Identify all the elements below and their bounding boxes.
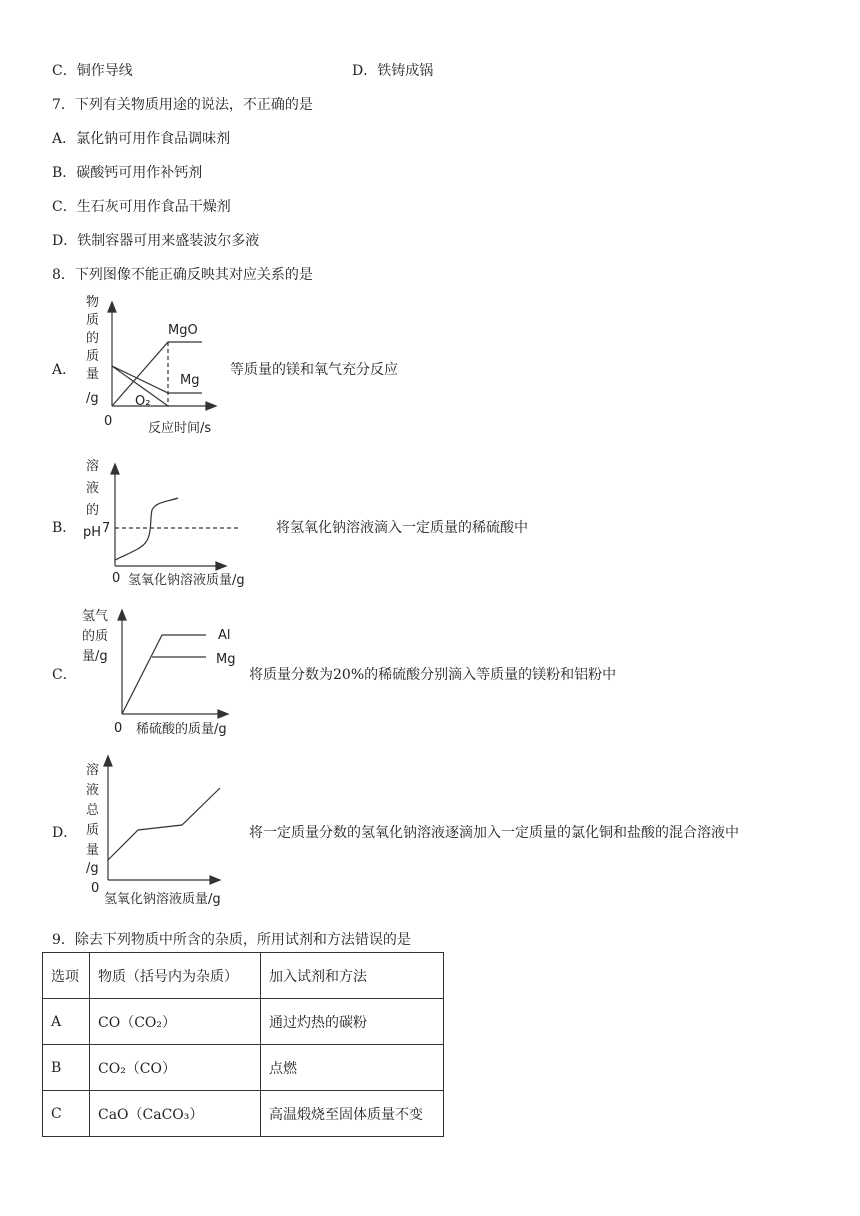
svg-text:pH: pH [83, 525, 102, 540]
graph-b-y-arrow [111, 464, 119, 474]
table-cell-method: 高温煅烧至固体质量不变 [261, 1091, 444, 1137]
svg-text:物: 物 [86, 295, 100, 310]
svg-text:质: 质 [86, 313, 100, 328]
svg-text:的质: 的质 [82, 629, 109, 644]
q6-option-c: C．铜作导线 [52, 63, 133, 79]
q7-option-c: C．生石灰可用作食品干燥剂 [52, 199, 231, 215]
svg-text:量: 量 [86, 367, 100, 382]
q8-option-d-desc: 将一定质量分数的氢氧化钠溶液逐滴加入一定质量的氯化铜和盐酸的混合溶液中 [249, 825, 739, 841]
graph-b-origin: 0 [112, 571, 121, 586]
graph-c-al-line [122, 635, 206, 714]
graph-a-o2-label: O₂ [135, 394, 151, 409]
graph-a-mg-label: Mg [180, 373, 200, 388]
table-header-cell: 物质（括号内为杂质） [90, 953, 261, 999]
q8-option-a-desc: 等质量的镁和氧气充分反应 [230, 362, 398, 378]
table-cell-method: 点燃 [261, 1045, 444, 1091]
svg-text:质: 质 [86, 349, 100, 364]
table-row [43, 1091, 444, 1137]
svg-text:的: 的 [86, 331, 100, 346]
table-cell-substance: CaO（CaCO₃） [90, 1091, 261, 1137]
svg-text:质: 质 [86, 823, 100, 838]
q8-option-a-letter: A． [52, 362, 77, 378]
svg-text:液: 液 [86, 783, 100, 798]
graph-d-origin: 0 [91, 881, 100, 896]
svg-text:量/g: 量/g [82, 649, 108, 664]
q7-stem: 7．下列有关物质用途的说法，不正确的是 [52, 97, 313, 113]
graph-b-ylabel [83, 458, 101, 540]
table-cell-method: 通过灼热的碳粉 [261, 999, 444, 1045]
table-row [43, 1045, 444, 1091]
table-cell-option: B [43, 1045, 90, 1091]
q8-option-c-desc: 将质量分数为20%的稀硫酸分别滴入等质量的镁粉和铝粉中 [249, 667, 617, 683]
q7-option-b: B．碳酸钙可用作补钙剂 [52, 165, 203, 181]
graph-a-mgo-label: MgO [168, 323, 198, 338]
table-cell-substance: CO（CO₂） [90, 999, 261, 1045]
table-cell-substance: CO₂（CO） [90, 1045, 261, 1091]
svg-text:的: 的 [86, 503, 100, 518]
svg-text:氢气: 氢气 [82, 609, 109, 624]
q8-stem: 8．下列图像不能正确反映其对应关系的是 [52, 267, 313, 283]
graph-c-y-arrow [118, 610, 126, 620]
graph-b-ph-curve [115, 498, 178, 560]
q7-option-a: A．氯化钠可用作食品调味剂 [52, 131, 231, 147]
table-header-cell: 选项 [43, 953, 90, 999]
svg-text:/g: /g [86, 391, 99, 406]
graph-c-origin: 0 [114, 721, 123, 736]
q7-option-d: D．铁制容器可用来盛装波尔多液 [52, 233, 260, 249]
q8-graph-d [80, 752, 260, 912]
graph-d-ylabel [86, 762, 100, 876]
svg-text:溶: 溶 [86, 459, 100, 474]
q8-option-c-letter: C． [52, 667, 77, 683]
graph-c-al-label: Al [218, 628, 231, 643]
table-header-row [43, 953, 444, 999]
q8-option-b-desc: 将氢氧化钠溶液滴入一定质量的稀硫酸中 [276, 520, 528, 536]
graph-d-x-arrow [210, 876, 220, 884]
q8-graph-a [80, 292, 230, 440]
graph-a-origin: 0 [104, 414, 113, 429]
graph-c-x-arrow [218, 710, 228, 718]
graph-c-ylabel [82, 609, 108, 664]
q8-graph-c [80, 604, 260, 744]
table-row [43, 999, 444, 1045]
q9-table [42, 952, 444, 1137]
svg-text:量: 量 [86, 843, 100, 858]
graph-d-y-arrow [104, 756, 112, 766]
graph-d-xlabel: 氢氧化钠溶液质量/g [104, 892, 221, 907]
table-cell-option: A [43, 999, 90, 1045]
q8-graph-b [80, 452, 280, 592]
graph-a-xlabel: 反应时间/s [148, 421, 212, 436]
graph-d-total-mass-line [108, 788, 220, 860]
graph-a-y-arrow [108, 302, 116, 312]
graph-b-xlabel: 氢氧化钠溶液质量/g [128, 573, 245, 588]
graph-c-mg-label: Mg [216, 652, 236, 667]
graph-b-tick-7: 7 [102, 521, 111, 536]
q9-stem: 9．除去下列物质中所含的杂质，所用试剂和方法错误的是 [52, 932, 411, 948]
q8-option-b-letter: B． [52, 520, 77, 536]
table-header-cell: 加入试剂和方法 [261, 953, 444, 999]
svg-text:/g: /g [86, 861, 99, 876]
graph-b-x-arrow [216, 562, 226, 570]
q6-option-d: D．铁铸成锅 [352, 63, 434, 79]
graph-c-xlabel: 稀硫酸的质量/g [136, 722, 227, 737]
svg-text:总: 总 [86, 803, 100, 818]
svg-text:溶: 溶 [86, 763, 100, 778]
graph-a-x-arrow [206, 402, 216, 410]
graph-a-ylabel [86, 294, 99, 406]
table-cell-option: C [43, 1091, 90, 1137]
svg-text:液: 液 [86, 481, 100, 496]
q8-option-d-letter: D． [52, 825, 78, 841]
